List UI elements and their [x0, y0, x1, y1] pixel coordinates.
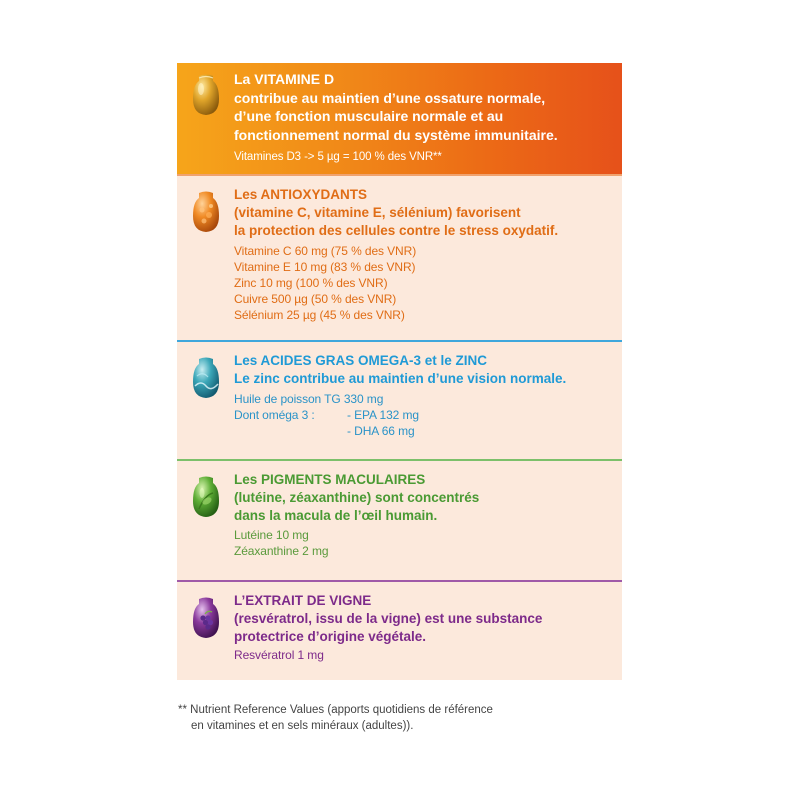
section-body-line: contribue au maintien d’une ossature normale,: [234, 89, 546, 106]
nutrition-panel: [177, 63, 622, 680]
section-grape-extract: [177, 582, 622, 680]
orange-capsule-icon: [191, 190, 221, 234]
section-title: Les ACIDES GRAS OMEGA-3 et le ZINC: [234, 353, 488, 368]
section-title: L’EXTRAIT DE VIGNE: [234, 593, 372, 608]
detail-line: Zéaxanthine 2 mg: [234, 544, 329, 558]
section-body-line: la protection des cellules contre le stress oxydatif.: [234, 223, 559, 238]
purple-capsule-icon: [191, 596, 221, 640]
omega-item: - EPA 132 mg: [347, 408, 419, 422]
detail-line: Resvératrol 1 mg: [234, 648, 324, 662]
detail-line: Huile de poisson TG 330 mg: [234, 392, 384, 406]
section-details: [234, 391, 612, 439]
detail-line: Cuivre 500 µg (50 % des VNR): [234, 292, 397, 306]
omega-row: [234, 423, 612, 439]
section-body-line: (resvératrol, issu de la vigne) est une substance: [234, 611, 543, 626]
section-details: [234, 243, 612, 323]
detail-line: Lutéine 10 mg: [234, 528, 309, 542]
detail-line: Vitamine C 60 mg (75 % des VNR): [234, 244, 417, 258]
section-details: [234, 527, 612, 559]
section-details: [234, 149, 612, 165]
footnote-line: ** Nutrient Reference Values (apports quotidiens de référence: [178, 704, 493, 716]
section-body-line: d’une fonction musculaire normale et au: [234, 108, 504, 124]
gold-capsule-icon: [191, 73, 221, 117]
omega-item: - DHA 66 mg: [347, 424, 415, 438]
omega-label: Dont oméga 3 :: [234, 408, 315, 422]
omega-row: [234, 407, 612, 423]
section-body-line: (lutéine, zéaxanthine) sont concentrés: [234, 490, 480, 505]
detail-line: Vitamine E 10 mg (83 % des VNR): [234, 260, 416, 274]
section-title: La VITAMINE D: [234, 71, 335, 87]
section-omega3-zinc: [177, 342, 622, 459]
green-capsule-icon: [191, 475, 221, 519]
section-title: Les PIGMENTS MACULAIRES: [234, 472, 426, 487]
section-title: Les ANTIOXYDANTS: [234, 187, 368, 202]
section-vitamin-d: [177, 63, 622, 174]
detail-line: Zinc 10 mg (100 % des VNR): [234, 276, 388, 290]
detail-line: Sélénium 25 µg (45 % des VNR): [234, 308, 405, 322]
section-body-line: fonctionnement normal du système immunitaire.: [234, 126, 558, 143]
footnote: [178, 702, 598, 734]
footnote-line: en vitamines et en sels minéraux (adultes)).: [191, 720, 414, 732]
section-body-line: (vitamine C, vitamine E, sélénium) favorisent: [234, 205, 521, 220]
section-body-line: dans la macula de l’œil humain.: [234, 508, 438, 523]
section-macular-pigments: [177, 461, 622, 580]
section-body-line: protectrice d’origine végétale.: [234, 629, 427, 644]
detail-line: Vitamines D3 -> 5 µg = 100 % des VNR**: [234, 151, 442, 163]
section-antioxidants: [177, 176, 622, 340]
section-body-line: Le zinc contribue au maintien d’une vision normale.: [234, 371, 567, 386]
blue-capsule-icon: [191, 356, 221, 400]
section-details: [234, 647, 612, 663]
